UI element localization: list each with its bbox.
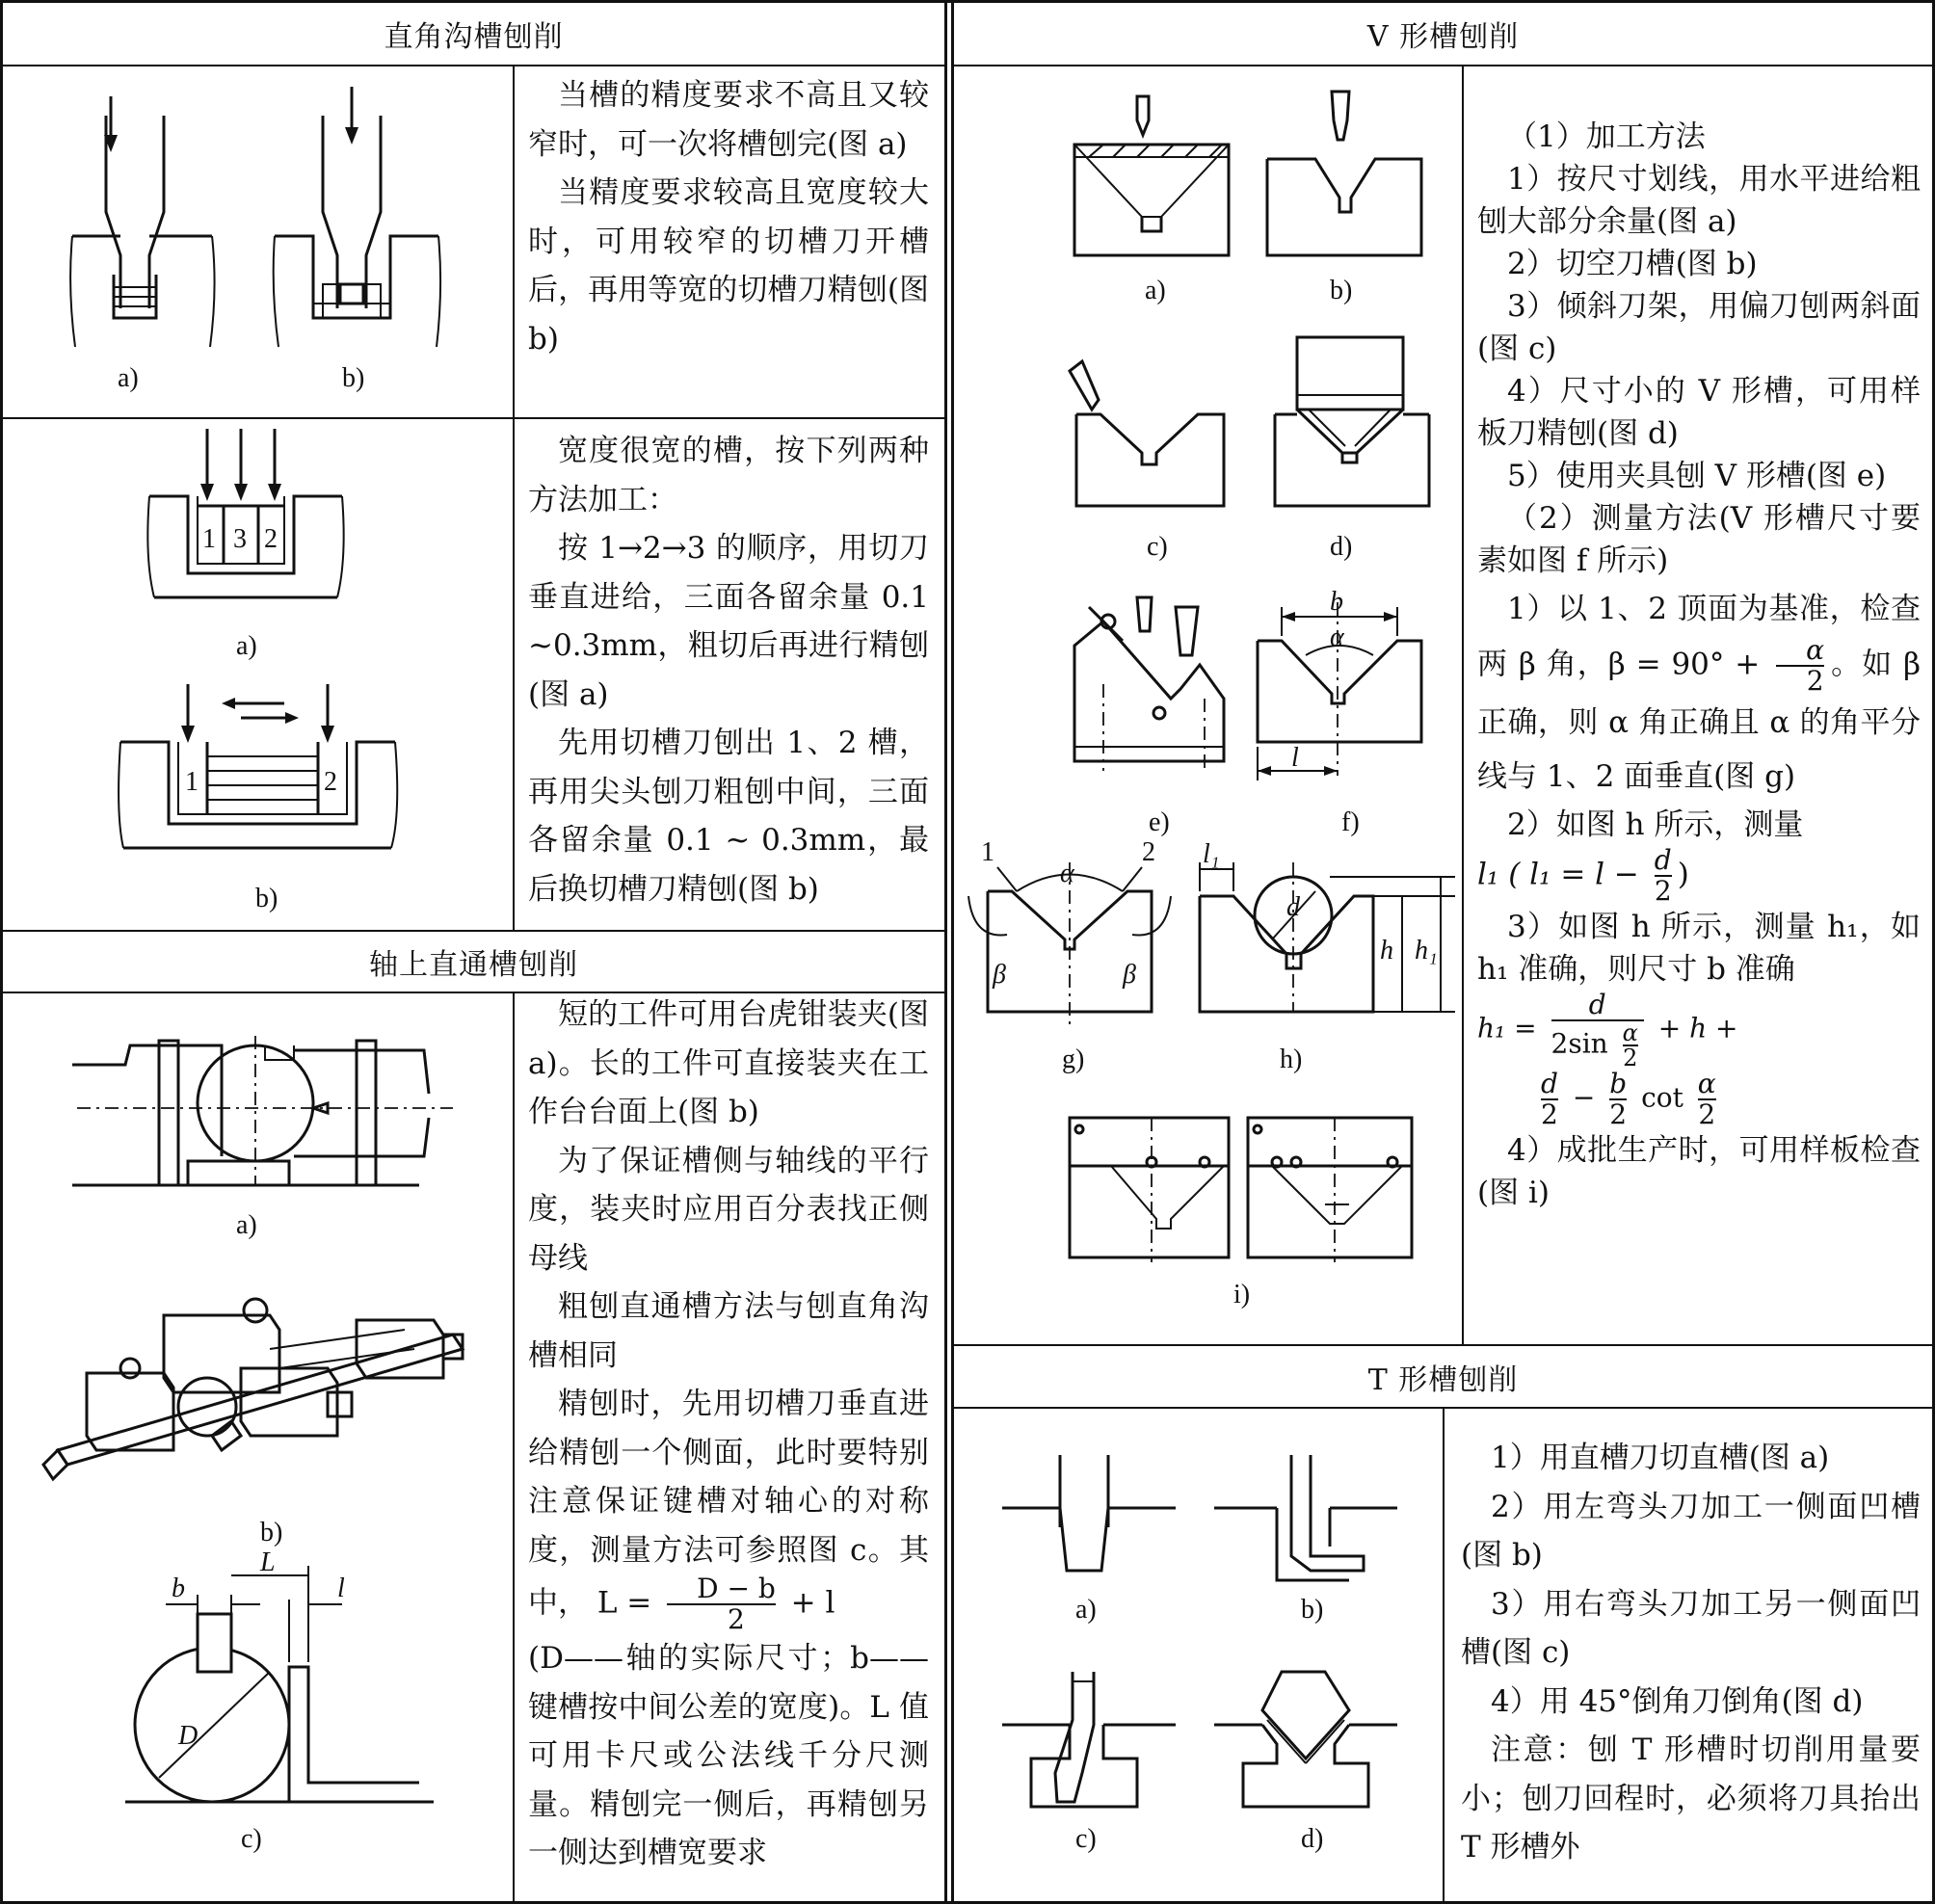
line: [1477, 846, 1921, 906]
denominator: 2: [1806, 665, 1824, 697]
line: 3）倾斜刀架，用偏刀刨两斜面(图 c): [1477, 289, 1921, 366]
h1-lhs: h₁ =: [1477, 1012, 1537, 1045]
label: β: [1123, 960, 1136, 990]
beta-fraction: [1776, 636, 1824, 696]
line-text: 。如 β 正确，则 α 角正确且 α 的角平分线与 1、2 面垂直(图 g): [1477, 647, 1921, 794]
label: D: [178, 1721, 199, 1751]
text-v-groove: [1477, 116, 1921, 1214]
numerator: d: [1541, 1068, 1558, 1099]
h1-formula-line: [1477, 991, 1921, 1070]
denominator: 2: [1698, 1098, 1716, 1130]
fig-t-c: [997, 1667, 1180, 1811]
caption: c): [1147, 532, 1168, 562]
fig-right-angle-b: [275, 87, 448, 347]
numerator: α: [1622, 1019, 1638, 1046]
caption: g): [1062, 1045, 1085, 1074]
sin-text: 2sin: [1551, 1027, 1608, 1060]
fig-v-e: [1065, 588, 1243, 780]
center-divider-a: [944, 0, 947, 1904]
fraction-d2: [1541, 1070, 1558, 1129]
denominator: 2: [1623, 1045, 1638, 1071]
fig-shaft-table: [39, 1277, 482, 1498]
label: 1: [202, 524, 216, 554]
label: 1: [981, 837, 994, 867]
denominator: [1551, 1021, 1644, 1070]
caption: a): [236, 1210, 257, 1240]
caption: a): [1075, 1595, 1097, 1625]
label: α: [1060, 859, 1074, 888]
fig-right-angle-a: [67, 87, 241, 347]
numerator: d: [1654, 844, 1672, 876]
paragraph: 短的工件可用台虎钳装夹(图 a)。长的工件可直接装夹在工作台台面上(图 b): [528, 997, 929, 1129]
line-text: 1）以 1、2 顶面为基准，检查两 β 角，β = 90° +: [1477, 592, 1921, 682]
label: β: [993, 960, 1006, 990]
denominator: 2: [1541, 1098, 1558, 1130]
fig-t-b: [1209, 1450, 1402, 1585]
rule: [0, 417, 945, 419]
caption: c): [241, 1824, 262, 1854]
fraction-b2: [1609, 1070, 1627, 1129]
line: 4）尺寸小的 V 形槽，可用样板刀精刨(图 d): [1477, 374, 1921, 451]
numerator: α: [1697, 1068, 1716, 1099]
paragraph: 为了保证槽侧与轴线的平行度，装夹时应用百分表找正侧母线: [528, 1143, 929, 1276]
paragraph: 当精度要求较高且宽度较大时，可用较窄的切槽刀开槽后，再用等宽的切槽刀精刨(图 b): [528, 175, 929, 357]
denominator: 2: [1654, 875, 1672, 907]
label: 2: [1142, 837, 1155, 867]
paragraph: 先用切槽刀刨出 1、2 槽，再用尖头刨刀粗刨中间，三面各留余量 0.1 ~ 0.3mm，最后换切槽刀精刨(图 b): [528, 726, 929, 907]
numerator: D − b: [697, 1573, 776, 1604]
label: 3: [233, 524, 247, 554]
label: b: [1330, 587, 1343, 617]
label: l: [337, 1573, 345, 1603]
header-right-angle: 直角沟槽刨削: [384, 20, 564, 54]
caption: h): [1280, 1045, 1303, 1074]
denominator: 2: [728, 1603, 745, 1635]
line: 3）用右弯头刀加工另一侧面凹槽(图 c): [1461, 1586, 1921, 1670]
caption: i): [1233, 1280, 1251, 1309]
cot: cot: [1641, 1081, 1683, 1114]
label: α: [1330, 622, 1344, 652]
minus: −: [1572, 1081, 1596, 1114]
line: 1）用直槽刀切直槽(图 a): [1491, 1441, 1830, 1475]
fig-v-c: [1065, 357, 1238, 511]
fig-t-a: [997, 1450, 1180, 1580]
caption: a): [118, 363, 139, 393]
label: l: [1291, 743, 1299, 773]
l1-fraction: [1655, 846, 1672, 906]
fig-v-g: [964, 833, 1176, 1026]
line: 4）用 45°倒角刀倒角(图 d): [1491, 1683, 1864, 1719]
fig-wide-groove-a: [145, 424, 347, 617]
line: 5）使用夹具刨 V 形槽(图 e): [1507, 459, 1887, 493]
line: 2）用左弯头刀加工一侧面凹槽(图 b): [1461, 1489, 1921, 1573]
fig-v-i: [1065, 1108, 1498, 1262]
center-divider-b: [951, 0, 954, 1904]
label: h₁: [1415, 936, 1438, 965]
caption: d): [1330, 532, 1353, 562]
caption: c): [1075, 1824, 1097, 1854]
line: 2）如图 h 所示，测量: [1507, 807, 1804, 842]
header-t-groove: T 形槽刨削: [1367, 1362, 1519, 1397]
h1-formula-line2: [1477, 1070, 1921, 1129]
formula-rhs: + l: [790, 1585, 835, 1621]
rule: [1443, 1407, 1445, 1902]
caption: b): [260, 1518, 283, 1547]
line: 4）成批生产时，可用样板检查(图 i): [1477, 1133, 1921, 1210]
paragraph: 宽度很宽的槽，按下列两种方法加工：: [528, 434, 929, 517]
denominator: 2: [1609, 1098, 1628, 1130]
label: L: [260, 1547, 276, 1577]
h1-fraction: [1551, 991, 1644, 1070]
fig-v-b: [1262, 92, 1426, 265]
numerator: b: [1609, 1068, 1628, 1099]
text-right-angle-row1: [528, 71, 929, 363]
fig-v-f: [1253, 583, 1426, 785]
fraction-a2: [1698, 1070, 1716, 1129]
numerator: α: [1806, 634, 1825, 666]
text-t-groove: [1461, 1434, 1921, 1872]
rule: [513, 992, 515, 1903]
paragraph: [528, 1380, 929, 1634]
paragraph: (D——轴的实际尺寸；b——键槽按中间公差的宽度)。L 值可用卡尺或公法线千分尺测量。精刨完一侧后，再精刨另一侧达到槽宽要求: [528, 1641, 929, 1870]
line: 1）按尺寸划线，用水平进给粗刨大部分余量(图 a): [1477, 162, 1921, 239]
caption: b): [1301, 1595, 1324, 1625]
label: d: [1286, 892, 1300, 922]
caption: e): [1149, 807, 1170, 837]
fig-t-d: [1209, 1667, 1402, 1811]
caption: d): [1301, 1824, 1324, 1854]
sin-arg: [1623, 1021, 1638, 1070]
label: b: [172, 1573, 185, 1603]
paragraph-text: 精刨时，先用切槽刀垂直进给精刨一个侧面，此时要特别注意保证键槽对轴心的对称度，测量方法可参照图 c。其 中，: [528, 1387, 929, 1621]
h1-mid: + h +: [1657, 1012, 1738, 1045]
paragraph: 当槽的精度要求不高且又较窄时，可一次将槽刨完(图 a): [528, 78, 929, 162]
rule: [0, 65, 945, 66]
closing-paren: ): [1677, 857, 1689, 892]
label: h: [1380, 936, 1393, 965]
caption: f): [1341, 807, 1360, 837]
label: l₁: [1203, 839, 1220, 869]
fig-v-h: [1195, 839, 1465, 1017]
line: 2）切空刀槽(图 b): [1507, 247, 1758, 281]
fig-shaft-measure: [106, 1547, 453, 1816]
fig-v-d: [1270, 332, 1434, 511]
line: [1477, 582, 1921, 804]
line: 注意：刨 T 形槽时切削用量要小；刨刀回程时，必须将刀具抬出 T 形槽外: [1461, 1732, 1921, 1864]
line: 3）如图 h 所示，测量 h₁，如 h₁ 准确，则尺寸 b 准确: [1477, 910, 1921, 987]
fig-shaft-vise: [72, 1021, 458, 1214]
text-shaft: [528, 991, 929, 1878]
l1-formula: l₁ ( l₁ = l −: [1477, 857, 1639, 892]
line: （2）测量方法(V 形槽尺寸要素如图 f 所示): [1477, 501, 1921, 578]
caption: b): [255, 884, 278, 913]
formula-fraction: [667, 1574, 776, 1634]
caption: b): [1330, 276, 1353, 305]
header-shaft: 轴上直通槽刨削: [369, 948, 578, 982]
header-v-groove: V 形槽刨削: [1366, 20, 1520, 54]
fig-v-a: [1070, 92, 1233, 265]
rule: [952, 65, 1933, 66]
fig-wide-groove-b: [116, 679, 405, 872]
caption: b): [342, 363, 365, 393]
numerator: d: [1588, 989, 1606, 1020]
paragraph: 粗刨直通槽方法与刨直角沟槽相同: [528, 1289, 929, 1373]
text-right-angle-row2: [528, 427, 929, 913]
caption: a): [1145, 276, 1166, 305]
caption: a): [236, 631, 257, 661]
line: （1）加工方法: [1507, 119, 1706, 154]
formula-lhs: L =: [596, 1585, 652, 1621]
paragraph: 按 1→2→3 的顺序，用切刀垂直进给，三面各留余量 0.1 ~0.3mm，粗切后再进行精刨(图 a): [528, 531, 929, 712]
rule: [513, 65, 515, 932]
label: 1: [185, 767, 199, 797]
label: 2: [324, 767, 337, 797]
label: 2: [264, 524, 278, 554]
